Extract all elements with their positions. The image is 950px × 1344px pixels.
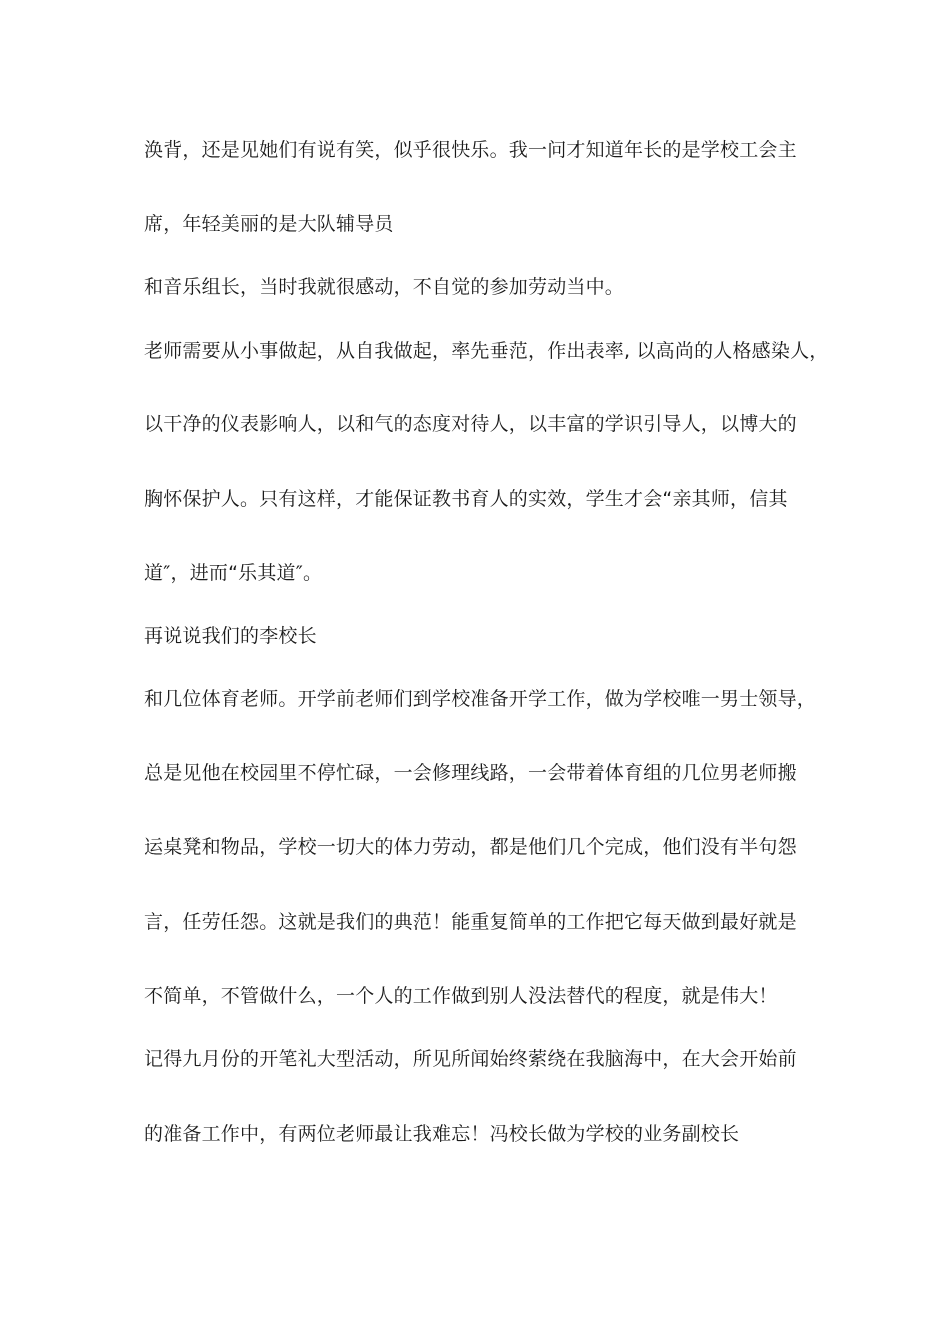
paragraph-line: 再说说我们的李校长 bbox=[144, 625, 317, 647]
paragraph-line: 和音乐组长，当时我就很感动，不自觉的参加劳动当中。 bbox=[144, 276, 625, 298]
paragraph-line: 涣背，还是见她们有说有笑，似乎很快乐。我一问才知道年长的是学校工会主 bbox=[144, 139, 797, 161]
paragraph-line: 记得九月份的开笔礼大型活动，所见所闻始终萦绕在我脑海中，在大会开始前 bbox=[144, 1048, 797, 1070]
paragraph-line: 言，任劳任怨。这就是我们的典范！能重复简单的工作把它每天做到最好就是 bbox=[144, 911, 797, 933]
paragraph-line: 以干净的仪表影响人，以和气的态度对待人，以丰富的学识引导人，以博大的 bbox=[144, 413, 797, 435]
paragraph-line: 不简单，不管做什么，一个人的工作做到别人没法替代的程度，就是伟大！ bbox=[144, 985, 778, 1007]
paragraph-line: 总是见他在校园里不停忙碌，一会修理线路，一会带着体育组的几位男老师搬 bbox=[144, 762, 797, 784]
paragraph-line: 运桌凳和物品，学校一切大的体力劳动，都是他们几个完成，他们没有半句怨 bbox=[144, 836, 797, 858]
paragraph-line: 老师需要从小事做起，从自我做起，率先垂范，作出表率, 以高尚的人格感染人， bbox=[144, 340, 829, 362]
paragraph-line: 席，年轻美丽的是大队辅导员 bbox=[144, 213, 394, 235]
paragraph-line: 道″，进而“乐其道″。 bbox=[144, 562, 323, 584]
paragraph-line: 胸怀保护人。只有这样，才能保证教书育人的实效，学生才会“亲其师，信其 bbox=[144, 488, 788, 510]
paragraph-line: 和几位体育老师。开学前老师们到学校准备开学工作，做为学校唯一男士领导， bbox=[144, 688, 817, 710]
paragraph-line: 的准备工作中，有两位老师最让我难忘！冯校长做为学校的业务副校长 bbox=[144, 1123, 740, 1145]
